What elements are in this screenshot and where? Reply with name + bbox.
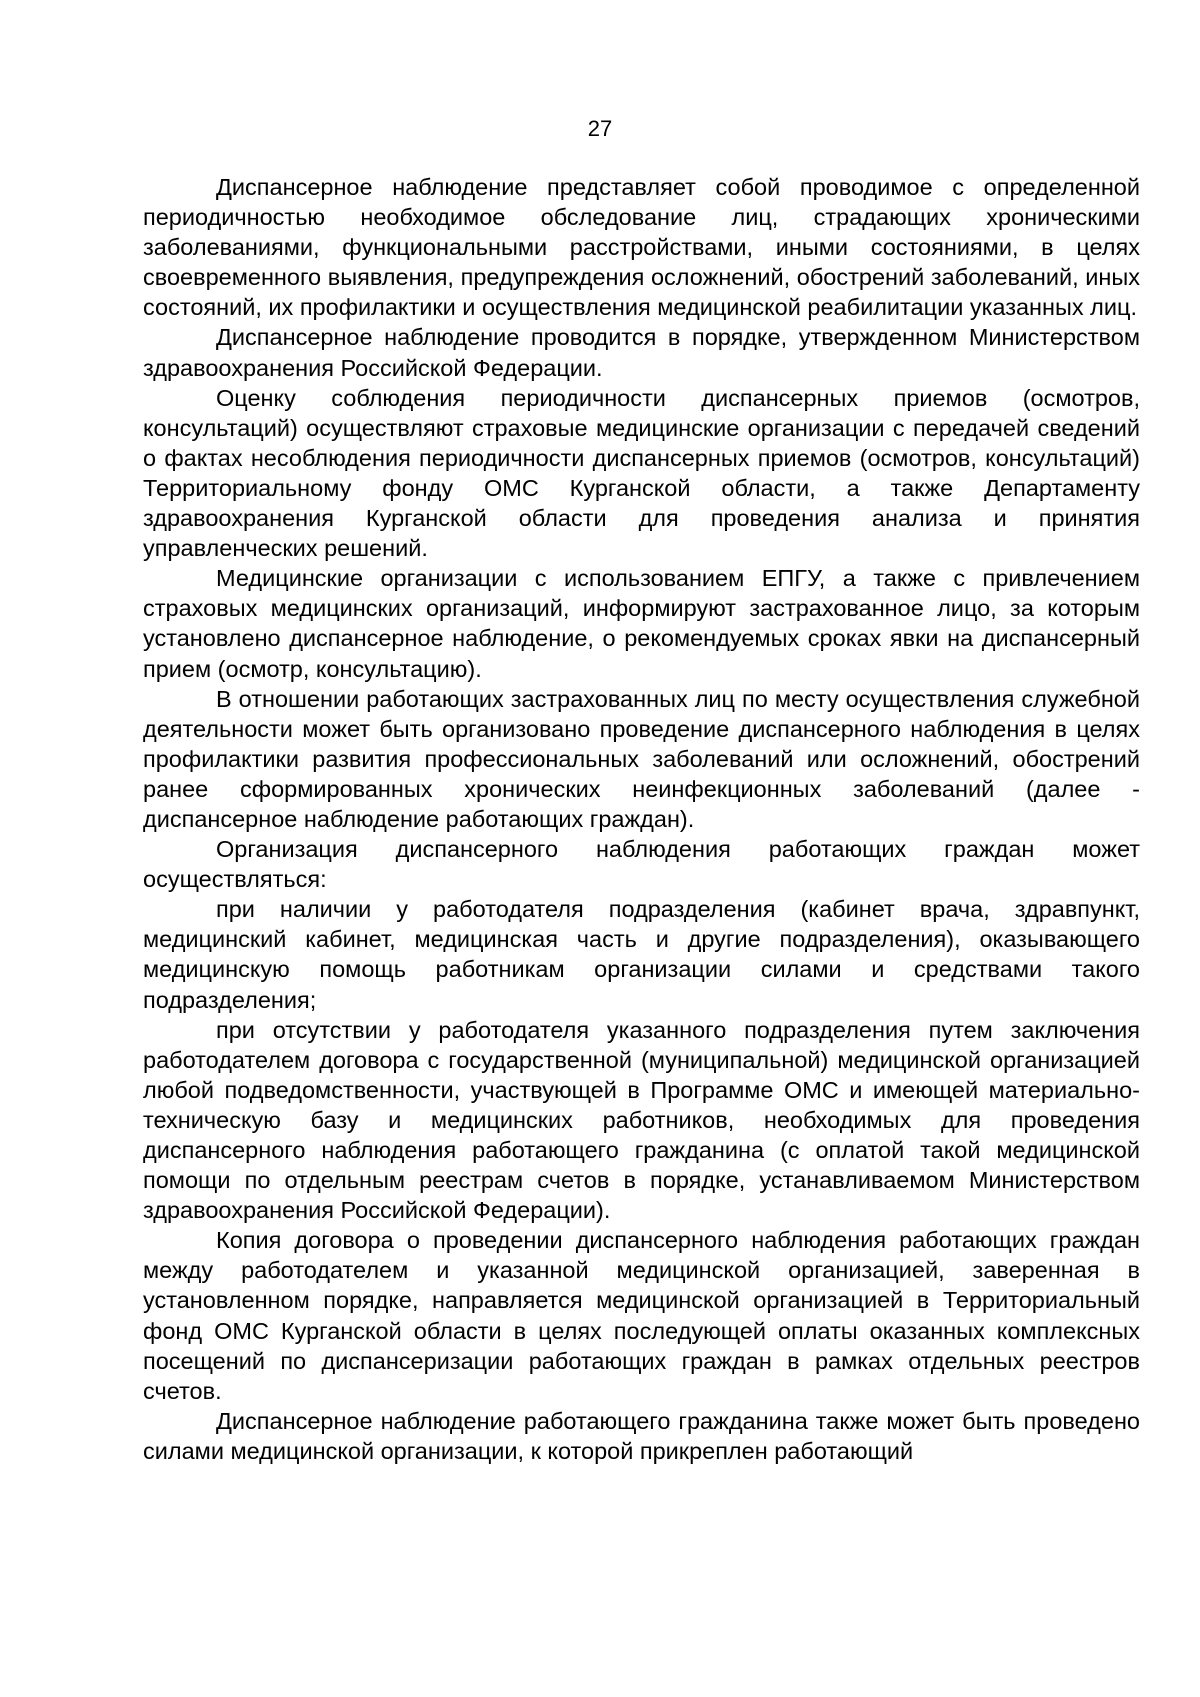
paragraph-organization-intro: Организация диспансерного наблюдения работающих граждан может осуществляться: [143, 836, 1140, 893]
paragraph-working-citizens-observation: В отношении работающих застрахованных лиц по месту осуществления служебной деятельности может быть организовано проведение диспансерного наблюдения в целях профилактики развития профессиональных заболеваний или осложнений, обострений ранее сформированных хронических неинфекционных заболеваний (далее - диспансерное наблюдение работающих граждан). [143, 685, 1140, 832]
paragraph-observation-procedure: Диспансерное наблюдение проводится в порядке, утвержденном Министерством здравоохранения Российской Федерации. [143, 324, 1140, 381]
paragraph-periodicity-assessment: Оценку соблюдения периодичности диспансерных приемов (осмотров, консультаций) осуществляют страховые медицинские организации с передачей сведений о фактах несоблюдения периодичности диспансерных приемов (осмотров, консультаций) Территориальному фонду ОМС Курганской области, а также Департаменту здравоохранения Курганской области для проведения анализа и принятия управленческих решений. [143, 384, 1140, 562]
paragraph-informing-insured-person: Медицинские организации с использованием ЕПГУ, а также с привлечением страховых медицинских организаций, информируют застрахованное лицо, за которым установлено диспансерное наблюдение, о рекомендуемых сроках явки на диспансерный прием (осмотр, консультацию). [143, 565, 1140, 682]
paragraph-attached-organization: Диспансерное наблюдение работающего гражданина также может быть проведено силами медицинской организации, к которой прикреплен работающий [143, 1407, 1140, 1464]
paragraph-dispensary-observation-definition: Диспансерное наблюдение представляет собой проводимое с определенной периодичностью необходимое обследование лиц, страдающих хроническими заболеваниями, функциональными расстройствами, иными состояниями, в целях своевременного выявления, предупреждения осложнений, обострений заболеваний, иных состояний, их профилактики и осуществления медицинской реабилитации указанных лиц. [143, 174, 1140, 321]
document-body [143, 172, 1140, 1466]
paragraph-employer-unit-absent: при отсутствии у работодателя указанного подразделения путем заключения работодателем договора с государственной (муниципальной) медицинской организацией любой подведомственности, участвующей в Программе ОМС и имеющей материально-техническую базу и медицинских работников, необходимых для проведения диспансерного наблюдения работающего гражданина (с оплатой такой медицинской помощи по отдельным реестрам счетов в порядке, устанавливаемом Министерством здравоохранения Российской Федерации). [143, 1016, 1140, 1224]
paragraph-employer-unit-available: при наличии у работодателя подразделения (кабинет врача, здравпункт, медицинский кабинет, медицинская часть и другие подразделения), оказывающего медицинскую помощь работникам организации силами и средствами такого подразделения; [143, 896, 1140, 1013]
page-number: 27 [587, 116, 613, 141]
paragraph-contract-copy: Копия договора о проведении диспансерного наблюдения работающих граждан между работодателем и указанной медицинской организацией, заверенная в установленном порядке, направляется медицинской организацией в Территориальный фонд ОМС Курганской области в целях последующей оплаты оказанных комплексных посещений по диспансеризации работающих граждан в рамках отдельных реестров счетов. [143, 1227, 1140, 1404]
